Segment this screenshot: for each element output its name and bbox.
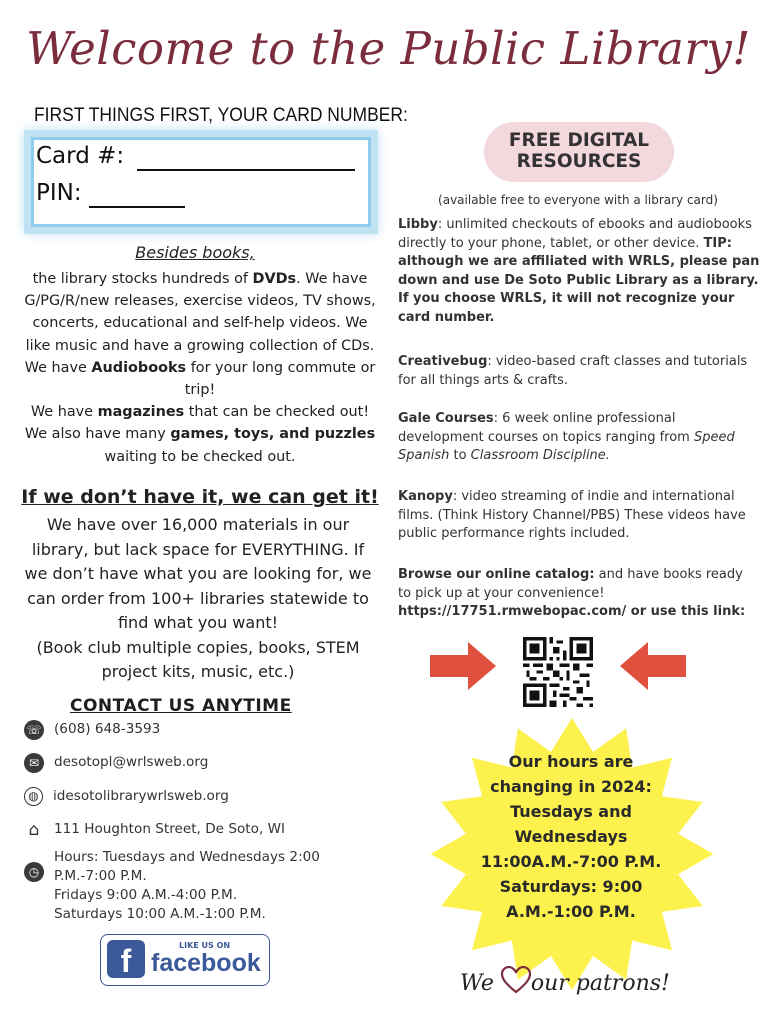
contact-email[interactable] (24, 753, 354, 773)
getit-line: can order from 100+ libraries statewide to (27, 588, 369, 608)
mail-icon: ✉ (24, 753, 44, 773)
besides-line: trip! (184, 382, 216, 399)
our-patrons-text: our patrons! (530, 971, 670, 996)
qr-code[interactable] (523, 637, 593, 707)
card-number-label: Card #: (36, 143, 125, 169)
contact-hours (24, 848, 354, 924)
we-text: We (460, 971, 494, 996)
catalog-name: Browse our online catalog: (398, 567, 595, 582)
hours-line: Hours: Tuesdays and Wednesdays 2:00 (54, 849, 320, 865)
we-love-patrons (460, 966, 670, 996)
digital-heading-line-1: FREE DIGITAL (508, 130, 650, 151)
home-icon: ⌂ (24, 820, 44, 840)
getit-line: find what you want! (117, 613, 279, 632)
pin-line (36, 180, 185, 208)
arrow-left-icon (618, 640, 686, 692)
hours-star-line: Saturdays: 9:00 (499, 877, 643, 896)
libby-text: : unlimited checkouts of ebooks and audiobooks directly to your phone, tablet, or other device. (398, 217, 752, 251)
address-text: 111 Houghton Street, De Soto, WI (54, 821, 286, 837)
card-number-blank (137, 143, 355, 171)
besides-line: concerts, educational and self-help videos. We (32, 315, 368, 332)
page-title: Welcome to the Public Library! (26, 22, 751, 75)
gale-name: Gale Courses (398, 411, 494, 426)
catalog-text: and have books ready to pick up at your convenience! (398, 567, 743, 601)
hours-announcement (460, 749, 682, 924)
libby-tip: TIP: although we are affiliated with WRLS, please pan down and use De Soto Public Library as a library. If you choose WRLS, it will not recognize your card number. (398, 235, 760, 325)
pin-blank (89, 180, 185, 208)
gale-text: : 6 week online professional development courses on topics ranging from (398, 411, 694, 445)
kanopy-text: : video streaming of indie and international films. (Think History Channel/PBS) These videos have public performance rights included. (398, 489, 746, 542)
besides-body (14, 268, 386, 468)
gale-mid: to (449, 448, 471, 464)
facebook-icon: f (107, 940, 145, 978)
besides-line: the library stocks hundreds of DVDs. We have (32, 271, 368, 287)
besides-line: We have Audiobooks for your long commute or (24, 359, 376, 376)
besides-line: We also have many games, toys, and puzzles (24, 426, 376, 443)
hours-line: Fridays 9:00 A.M.-4:00 P.M. (54, 887, 238, 903)
hours-star-line: Tuesdays and (510, 802, 632, 821)
digital-heading-line-2: RESOURCES (516, 151, 642, 172)
availability-note: (available free to everyone with a library card) (438, 193, 718, 207)
contact-address (24, 820, 354, 840)
kanopy-name: Kanopy (398, 489, 453, 504)
hours-line: Saturdays 10:00 A.M.-1:00 P.M. (54, 906, 266, 922)
getit-line: (Book club multiple copies, books, STEM (36, 637, 360, 657)
besides-line: G/PG/R/new releases, exercise videos, TV shows, (24, 293, 376, 310)
besides-line: We have magazines that can be checked out! (30, 404, 370, 421)
libby-name: Libby (398, 217, 438, 232)
hours-star-line: Wednesdays (514, 827, 628, 846)
phone-text: (608) 648-3593 (54, 721, 161, 737)
catalog-link[interactable]: https://17751.rmwebopac.com/ or use this link: (398, 604, 746, 620)
resource-creativebug (398, 353, 760, 390)
resource-catalog (398, 566, 760, 622)
resource-libby (398, 216, 760, 328)
hours-block (54, 848, 320, 924)
getit-line: We have over 16,000 materials in our (46, 515, 350, 534)
getit-line: library, but lack space for EVERYTHING. If (31, 539, 365, 559)
hours-star-line: A.M.-1:00 P.M. (506, 902, 636, 921)
phone-icon: ☏ (24, 720, 44, 740)
pin-label: PIN: (36, 180, 82, 206)
besides-heading: Besides books, (135, 243, 255, 262)
contact-phone[interactable] (24, 720, 354, 740)
getit-body (8, 513, 388, 685)
contact-web[interactable] (24, 787, 354, 806)
besides-line: like music and have a growing collection of CDs. (25, 337, 375, 354)
getit-heading: If we don’t have it, we can get it! (21, 486, 379, 508)
hours-star-line: 11:00A.M.-7:00 P.M. (480, 852, 662, 871)
web-text: idesotolibrarywrlsweb.org (53, 788, 229, 804)
hours-star-line: Our hours are (508, 752, 634, 771)
heart-icon (501, 966, 531, 994)
getit-line: we don’t have what you are looking for, we (24, 564, 372, 583)
card-number-line (36, 143, 355, 171)
creativebug-text: : video-based craft classes and tutorials for all things arts & crafts. (398, 354, 748, 388)
besides-line: waiting to be checked out. (104, 448, 296, 465)
card-heading: FIRST THINGS FIRST, YOUR CARD NUMBER: (34, 105, 408, 126)
getit-line: project kits, music, etc.) (101, 662, 295, 681)
globe-icon: ◍ (24, 787, 43, 806)
clock-icon: ◷ (24, 862, 44, 882)
gale-italic-2: Classroom Discipline. (470, 448, 610, 464)
hours-star-line: changing in 2024: (490, 777, 652, 796)
like-us-label: LIKE US ON (179, 941, 231, 950)
gale-italic-1: Speed Spanish (398, 429, 735, 464)
resource-kanopy (398, 488, 760, 544)
contact-heading: CONTACT US ANYTIME (70, 696, 292, 716)
arrow-right-icon (430, 640, 498, 692)
email-text: desotopl@wrlsweb.org (54, 754, 209, 770)
digital-heading (484, 122, 674, 182)
resource-gale (398, 410, 760, 466)
facebook-badge[interactable] (100, 934, 270, 986)
facebook-wordmark: facebook (151, 949, 261, 977)
creativebug-name: Creativebug (398, 354, 488, 369)
hours-line: P.M.-7:00 P.M. (54, 868, 147, 884)
